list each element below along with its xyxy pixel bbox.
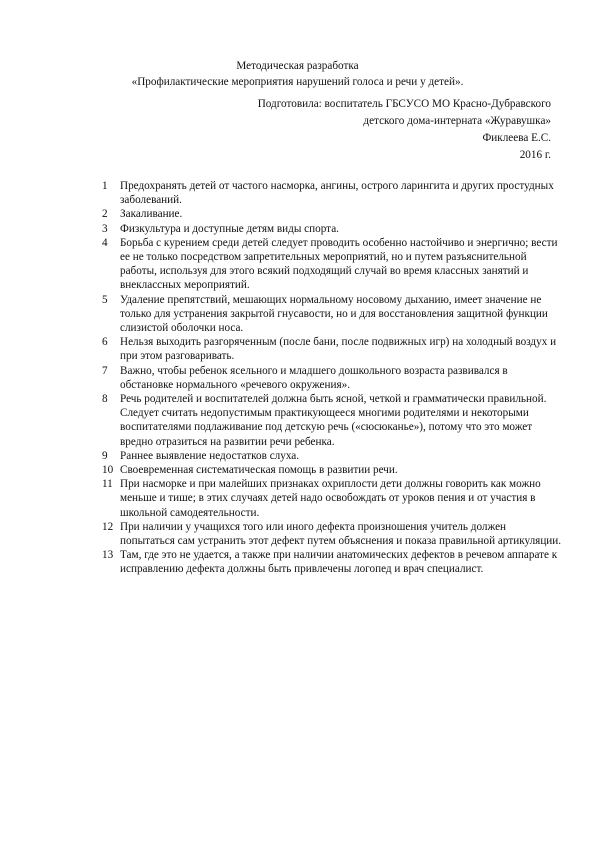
list-item xyxy=(102,392,562,449)
list-item xyxy=(102,520,562,548)
document-year: 2016 г. xyxy=(519,149,551,161)
list-item xyxy=(102,463,562,477)
document-subtitle: «Профилактические мероприятия нарушений голоса и речи у детей». xyxy=(131,76,464,88)
list-item xyxy=(102,236,562,293)
recommendations-list xyxy=(102,179,562,577)
list-item-number: 6 xyxy=(102,336,108,349)
list-item xyxy=(102,477,562,520)
list-item-text: Нельзя выходить разгоряченным (после бани, после подвижных игр) на холодный воздух и при этом разговаривать. xyxy=(120,336,557,363)
list-item-text: Раннее выявление недостатков слуха. xyxy=(120,449,300,462)
list-item xyxy=(102,179,562,207)
list-item-number: 4 xyxy=(102,236,108,249)
list-item-number: 3 xyxy=(102,222,108,235)
list-item-text: Закаливание. xyxy=(120,208,183,221)
list-item-text: Важно, чтобы ребенок ясельного и младшего дошкольного возраста развивался в обстановке нормального «речевого окружения». xyxy=(120,364,508,391)
prepared-by-line-2: детского дома-интерната «Журавушка» xyxy=(363,115,551,127)
list-item-text: Борьба с курением среди детей следует проводить особенно настойчиво и энергично; вести ее не только посредством запретительных мероприятий, но и путем разъяснительной работы, используя для этого всякий подходящий случай во время классных занятий и внеклассных мероприятий. xyxy=(120,236,558,292)
list-item-text: Речь родителей и воспитателей должна быть ясной, четкой и грамматически правильной. Следует считать недопустимым практикующееся многими родителями и некоторыми воспитателями подлаживание под детскую речь («сюсюканье»), потому что это может вредно отразиться на развитии речи ребенка. xyxy=(120,393,547,448)
author-name: Фиклеева Е.С. xyxy=(482,132,551,144)
list-item xyxy=(102,449,562,463)
list-item-number: 10 xyxy=(102,464,114,477)
list-item-text: Предохранять детей от частого насморка, ангины, острого ларингита и других простудных заболеваний. xyxy=(120,180,554,207)
list-item xyxy=(102,335,562,363)
list-item-number: 1 xyxy=(102,180,108,192)
list-item-number: 7 xyxy=(102,364,108,377)
list-item xyxy=(102,293,562,336)
document-title: Методическая разработка xyxy=(236,60,359,72)
list-item-text: Физкультура и доступные детям виды спорта. xyxy=(120,222,339,235)
prepared-by-line-1: Подготовила: воспитатель ГБСУСО МО Красно-Дубравского xyxy=(257,98,551,110)
list-item-number: 5 xyxy=(102,293,108,306)
list-item xyxy=(102,222,562,236)
list-item xyxy=(102,548,562,576)
list-item-text: Своевременная систематическая помощь в развитии речи. xyxy=(120,464,398,477)
list-item-text: Удаление препятствий, мешающих нормальному носовому дыханию, имеет значение не только для устранения закрытой гнусавости, но и для восстановления защитной функции слизистой оболочки носа. xyxy=(120,293,548,335)
list-item-number: 9 xyxy=(102,449,108,462)
list-item-text: Там, где это не удается, а также при наличии анатомических дефектов в речевом аппарате к исправлению дефекта должны быть привлечены логопед и врач специалист. xyxy=(120,549,558,576)
list-item xyxy=(102,364,562,392)
list-item-number: 2 xyxy=(102,208,108,221)
list-item-text: При насморке и при малейших признаках охриплости дети должны говорить как можно меньше и тише; в этих случаях детей надо освобождать от уроков пения и от участия в школьной самодеятельности. xyxy=(120,478,541,519)
list-item xyxy=(102,207,562,221)
list-item-number: 11 xyxy=(102,478,113,491)
list-item-text: При наличии у учащихся того или иного дефекта произношения учитель должен попытаться сам устранить этот дефект путем объяснения и показа правильной артикуляции. xyxy=(120,520,562,548)
list-item-number: 13 xyxy=(102,549,114,562)
list-item-number: 12 xyxy=(102,520,114,533)
list-item-number: 8 xyxy=(102,393,108,406)
